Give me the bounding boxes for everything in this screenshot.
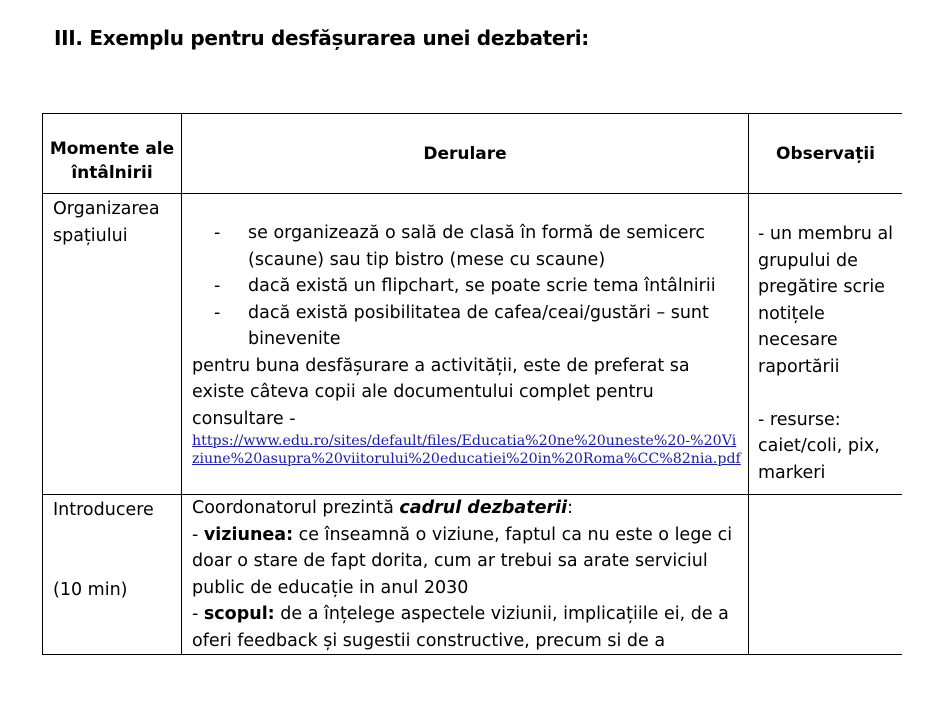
moment-organizare: Organizarea spațiului [53, 199, 160, 246]
table-row [43, 495, 903, 655]
viziunea-paragraph: - viziunea: ce înseamnă o viziune, faptul ca nu este o lege ci doar o stare de fapt dorita, cum ar trebui sa arate serviciul public de educație in anul 2030 [192, 524, 733, 598]
table-row [43, 194, 903, 495]
observatii-cell [749, 194, 903, 495]
moment-cell [43, 495, 182, 655]
list-item: - se organizează o sală de clasă în formă de semicerc (scaune) sau tip bistro (mese cu scaune) [192, 220, 742, 273]
header-moments: Momente ale întâlnirii [43, 114, 182, 194]
observatii-cell-empty [749, 495, 903, 655]
page-heading: III. Exemplu pentru desfășurarea unei dezbateri: [54, 26, 589, 50]
setup-bullet-list [192, 220, 742, 353]
moment-cell [43, 194, 182, 495]
derulare-cell [182, 495, 749, 655]
debate-table-container [42, 113, 902, 714]
list-item: - dacă există un flipchart, se poate scrie tema întâlnirii [192, 273, 742, 300]
scopul-paragraph: - scopul: de a înțelege aspectele viziunii, implicațiile ei, de a oferi feedback și sugestii constructive, precum si de a [192, 604, 729, 651]
consultation-paragraph: pentru buna desfășurare a activității, este de preferat sa existe câteva copii ale documentului complet pentru consultare - [192, 355, 690, 429]
list-item: - dacă există posibilitatea de cafea/ceai/gustări – sunt binevenite [192, 300, 742, 353]
table-header-row [43, 114, 903, 194]
debate-table [42, 113, 902, 655]
moment-introducere: Introducere [53, 500, 154, 520]
intro-line: Coordonatorul prezintă cadrul dezbaterii: [192, 498, 573, 518]
derulare-cell [182, 194, 749, 495]
document-link[interactable]: https://www.edu.ro/sites/default/files/Educatia%20ne%20uneste%20-%20Viziune%20asupra%20viitorului%20educatiei%20in%20Roma%CC%82nia.pdf [192, 433, 741, 467]
observation-notes: - un membru al grupului de pregătire scrie notițele necesare raportării [758, 224, 894, 377]
observation-resources: - resurse: caiet/coli, pix, markeri [758, 409, 880, 483]
duration-label: (10 min) [53, 579, 128, 600]
header-observatii: Observații [749, 114, 903, 194]
header-derulare: Derulare [182, 114, 749, 194]
